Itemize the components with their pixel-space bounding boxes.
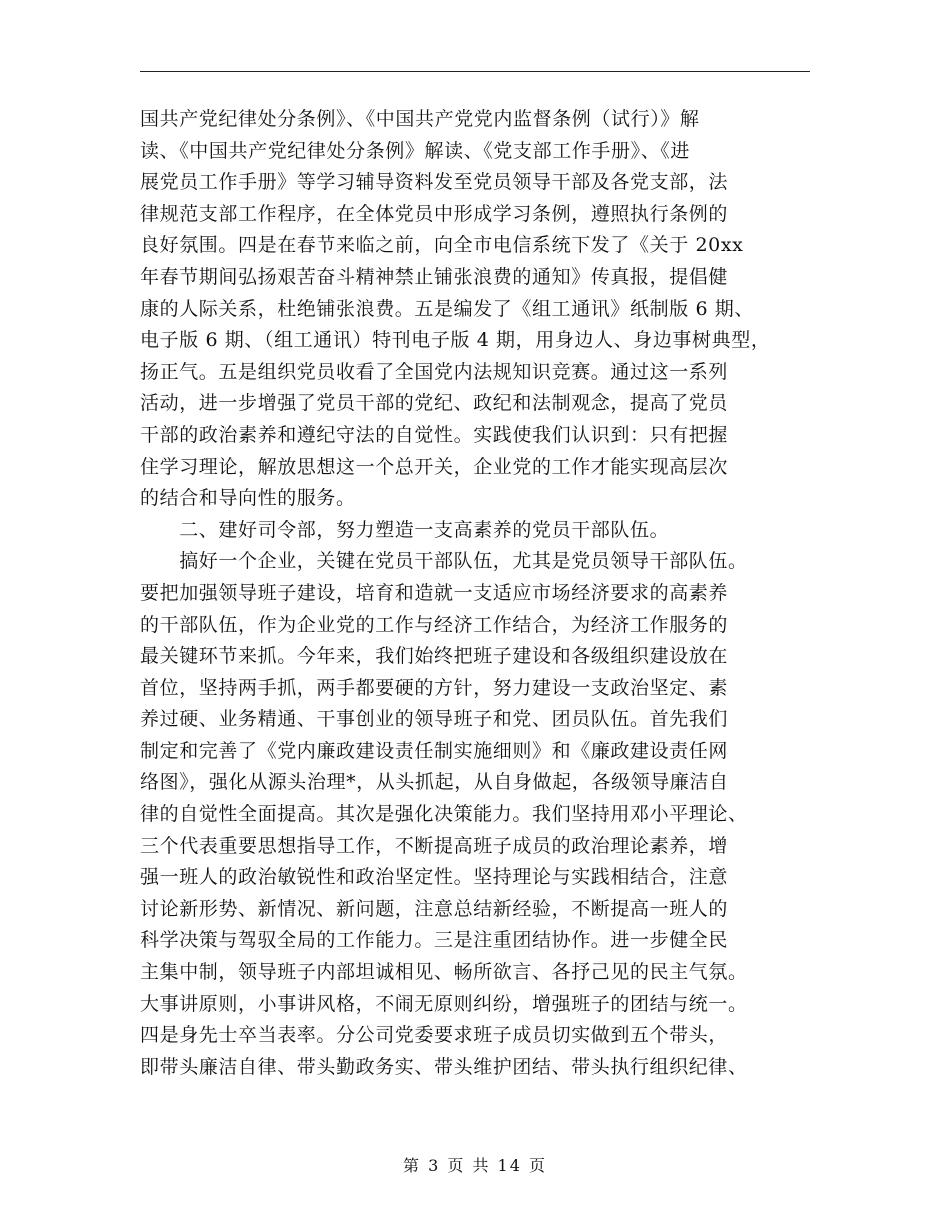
text-line: 搞好一个企业，关键在党员干部队伍，尤其是党员领导干部队伍。 [140,550,748,573]
text-line: 要把加强领导班子建设，培育和造就一支适应市场经济要求的高素养 [140,581,729,604]
text-line: 即带头廉洁自律、带头勤政务实、带头维护团结、带头执行组织纪律、 [140,1055,748,1078]
text-line: 电子版 6 期、（组工通讯）特刊电子版 4 期，用身边人、身边事树典型， [140,329,771,352]
text-line: 年春节期间弘扬艰苦奋斗精神禁止铺张浪费的通知》传真报，提倡健 [140,265,729,288]
text-line: 强一班人的政治敏锐性和政治坚定性。坚持理论与实践相结合，注意 [140,866,729,889]
text-line: 律的自觉性全面提高。其次是强化决策能力。我们坚持用邓小平理论、 [140,803,748,826]
page-number-footer: 第 3 页 共 14 页 [403,1156,547,1175]
document-body [140,104,840,1083]
text-line: 的结合和导向性的服务。 [140,487,356,510]
text-line: 律规范支部工作程序，在全体党员中形成学习条例，遵照执行条例的 [140,202,729,225]
text-line: 制定和完善了《党内廉政建设责任制实施细则》和《廉政建设责任网 [140,739,729,762]
section-heading: 二、建好司令部，努力塑造一支高素养的党员干部队伍。 [140,518,670,541]
text-line: 活动，进一步增强了党员干部的党纪、政纪和法制观念，提高了党员 [140,392,729,415]
text-line: 住学习理论，解放思想这一个总开关，企业党的工作才能实现高层次 [140,455,729,478]
text-line: 干部的政治素养和遵纪守法的自觉性。实践使我们认识到：只有把握 [140,423,729,446]
text-line: 国共产党纪律处分条例》、《中国共产党党内监督条例（试行）》解 [140,108,700,130]
text-line: 讨论新形势、新情况、新问题，注意总结新经验，不断提高一班人的 [140,897,729,920]
text-line: 最关键环节来抓。今年来，我们始终把班子建设和各级组织建设放在 [140,645,729,668]
text-line: 四是身先士卒当表率。分公司党委要求班子成员切实做到五个带头， [140,1024,729,1047]
text-line: 三个代表重要思想指导工作，不断提高班子成员的政治理论素养，增 [140,834,729,857]
text-line: 科学决策与驾驭全局的工作能力。三是注重团结协作。进一步健全民 [140,929,729,952]
text-line: 络图》，强化从源头治理*，从头抓起，从自身做起，各级领导廉洁自 [140,771,729,794]
text-line: 良好氛围。四是在春节来临之前，向全市电信系统下发了《关于 20xx [140,234,744,257]
text-line: 主集中制，领导班子内部坦诚相见、畅所欲言、各抒己见的民主气氛。 [140,961,748,984]
text-line: 的干部队伍，作为企业党的工作与经济工作结合，为经济工作服务的 [140,613,729,636]
text-line: 读、《中国共产党纪律处分条例》解读、《党支部工作手册》、《进 [140,139,691,162]
text-line: 大事讲原则，小事讲风格，不闹无原则纠纷，增强班子的团结与统一。 [140,992,748,1015]
text-line: 首位，坚持两手抓，两手都要硬的方针，努力建设一支政治坚定、素 [140,676,729,699]
text-line: 康的人际关系，杜绝铺张浪费。五是编发了《组工通讯》纸制版 6 期、 [140,297,754,320]
header-rule [140,71,810,72]
text-line: 展党员工作手册》等学习辅导资料发至党员领导干部及各党支部，法 [140,171,729,194]
text-line: 扬正气。五是组织党员收看了全国党内法规知识竞赛。通过这一系列 [140,360,729,383]
text-line: 养过硬、业务精通、干事创业的领导班子和党、团员队伍。首先我们 [140,708,729,731]
